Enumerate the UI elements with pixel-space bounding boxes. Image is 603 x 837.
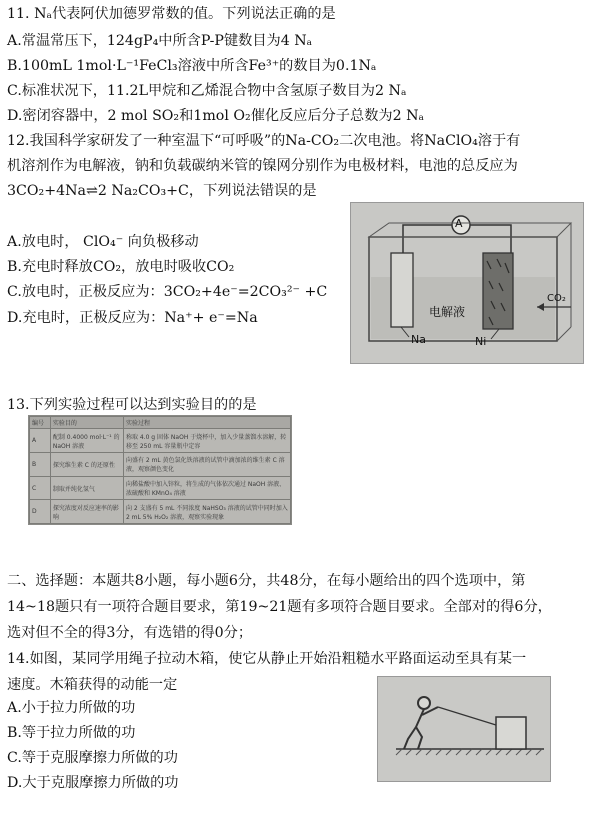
table-cell: 称取 4.0 g 固体 NaOH 于烧杯中，加入少量蒸馏水溶解，转移至 250 mL 容量瓶中定容 xyxy=(123,429,290,453)
q12-option-c: C.放电时，正极反应为：3CO₂+4e⁻=2CO₃²⁻ +C xyxy=(7,284,328,300)
q13-experiment-table xyxy=(28,415,292,525)
table-cell: C xyxy=(30,476,51,500)
ammeter-label: A xyxy=(455,217,463,230)
q14-option-b: B.等于拉力所做的功 xyxy=(7,725,136,741)
table-cell: D xyxy=(30,500,51,524)
table-cell: 探究浓度对反应速率的影响 xyxy=(50,500,123,524)
table-cell: 向 2 支盛有 5 mL 不同浓度 NaHSO₃ 溶液的试管中同时加入 2 mL 5% H₂O₂ 溶液，观察实验现象 xyxy=(123,500,290,524)
electrolyte-label: 电解液 xyxy=(429,305,466,319)
table-cell: B xyxy=(30,453,51,477)
q14-option-d: D.大于克服摩擦力所做的功 xyxy=(7,775,179,791)
q12-stem-line-1: 12.我国科学家研发了一种室温下“可呼吸”的Na-CO₂二次电池。将NaClO₄溶于有 xyxy=(7,133,521,149)
section2-line-2: 14~18题只有一项符合题目要求，第19~21题有多项符合题目要求。全部对的得6分， xyxy=(7,599,552,615)
table-header-cell: 编号 xyxy=(30,417,51,429)
q11-option-b: B.100mL 1mol·L⁻¹FeCl₃溶液中所含Fe³⁺的数目为0.1Nₐ xyxy=(7,58,377,74)
wooden-box-icon xyxy=(496,717,526,749)
table-cell: 向稀盐酸中加入锌粒，将生成的气体依次通过 NaOH 溶液、浓硫酸和 KMnO₄ 溶液 xyxy=(123,476,290,500)
table-cell: 制取并纯化氢气 xyxy=(50,476,123,500)
table-cell: 向盛有 2 mL 黄色氯化铁溶液的试管中滴加浓的维生素 C 溶液，观察颜色变化 xyxy=(123,453,290,477)
battery-diagram xyxy=(351,203,583,363)
q14-stem-line-1: 14.如图，某同学用绳子拉动木箱，使它从静止开始沿粗糙水平路面运动至具有某一 xyxy=(7,651,527,667)
section2-line-3: 选对但不全的得3分，有选错的得0分； xyxy=(7,625,253,641)
battery-figure xyxy=(350,202,584,364)
table-row xyxy=(30,500,291,524)
table-row xyxy=(30,429,291,453)
q14-option-a: A.小于拉力所做的功 xyxy=(7,700,136,716)
q11-stem: 11. Nₐ代表阿伏加德罗常数的值。下列说法正确的是 xyxy=(7,6,336,22)
q14-stem-line-2: 速度。木箱获得的动能一定 xyxy=(7,677,178,693)
q12-option-a: A.放电时， ClO₄⁻ 向负极移动 xyxy=(7,234,199,250)
q11-option-a: A.常温常压下，124gP₄中所含P-P键数目为4 Nₐ xyxy=(7,33,313,49)
table-header-cell: 实验目的 xyxy=(50,417,123,429)
section2-line-1: 二、选择题：本题共8小题，每小题6分，共48分，在每小题给出的四个选项中，第 xyxy=(7,573,526,589)
table-header-row xyxy=(30,417,291,429)
na-electrode-label: Na xyxy=(411,333,426,346)
q12-option-b: B.充电时释放CO₂，放电时吸收CO₂ xyxy=(7,259,235,275)
q11-option-c: C.标准状况下，11.2L甲烷和乙烯混合物中含氢原子数目为2 Nₐ xyxy=(7,83,407,99)
table-cell: 配制 0.4000 mol·L⁻¹ 的 NaOH 溶液 xyxy=(50,429,123,453)
pulling-box-diagram xyxy=(378,677,550,781)
q14-option-c: C.等于克服摩擦力所做的功 xyxy=(7,750,178,766)
table-header-cell: 实验过程 xyxy=(123,417,290,429)
q12-option-d: D.充电时，正极反应为：Na⁺+ e⁻=Na xyxy=(7,310,258,326)
q12-stem-line-3: 3CO₂+4Na⇌2 Na₂CO₃+C，下列说法错误的是 xyxy=(7,183,317,199)
table-row xyxy=(30,453,291,477)
q13-stem: 13.下列实验过程可以达到实验目的的是 xyxy=(7,397,257,413)
ni-electrode-label: Ni xyxy=(475,335,487,348)
table-row xyxy=(30,476,291,500)
co2-label: CO₂ xyxy=(547,293,566,304)
table-cell: 探究维生素 C 的还原性 xyxy=(50,453,123,477)
table-cell: A xyxy=(30,429,51,453)
q12-stem-line-2: 机溶剂作为电解液，钠和负载碳纳米管的镍网分别作为电极材料，电池的总反应为 xyxy=(7,158,518,174)
pulling-box-figure xyxy=(377,676,551,782)
q11-option-d: D.密闭容器中，2 mol SO₂和1mol O₂催化反应后分子总数为2 Nₐ xyxy=(7,108,424,124)
